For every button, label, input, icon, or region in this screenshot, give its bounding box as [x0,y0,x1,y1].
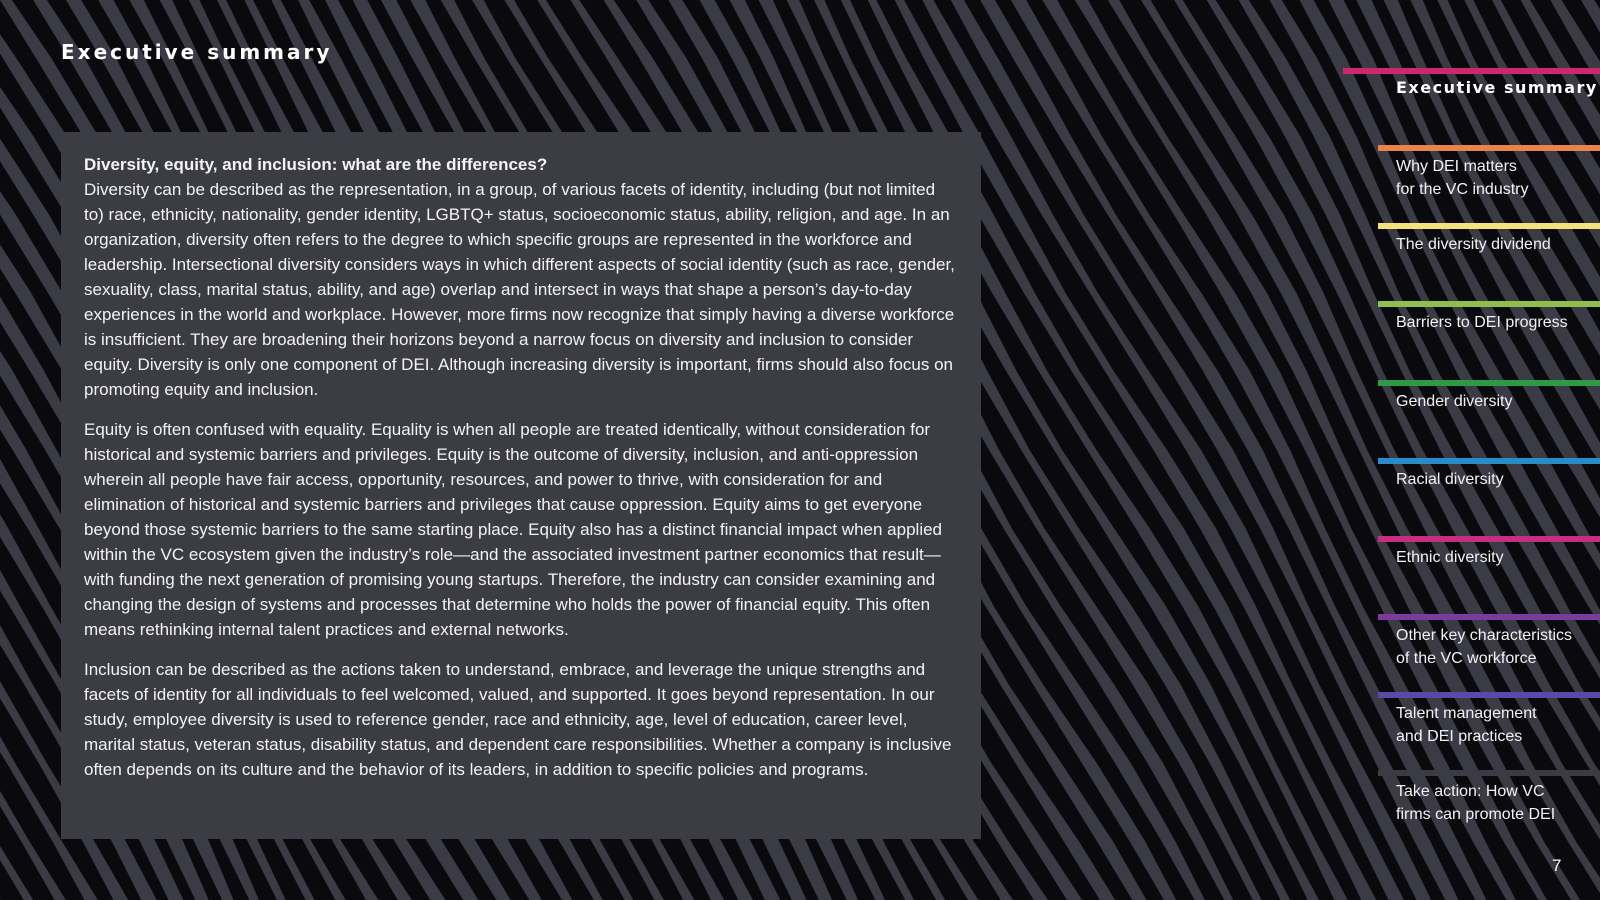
nav-color-bar [1378,458,1600,464]
nav-color-bar [1378,301,1600,307]
nav-color-bar [1378,380,1600,386]
nav-item-other-characteristics[interactable] [1378,614,1600,684]
nav-color-bar [1378,614,1600,620]
nav-color-bar [1343,68,1600,74]
panel-heading: Diversity, equity, and inclusion: what are the differences? [84,155,548,174]
nav-item-label: Why DEI matters for the VC industry [1396,158,1529,198]
nav-item-label: Talent management and DEI practices [1396,705,1537,745]
inclusion-paragraph: Inclusion can be described as the actions taken to understand, embrace, and leverage the unique strengths and facets of identity for all individuals to feel welcomed, valued, and supported. It goes beyond representation. In our study, employee diversity is used to reference gender, race and ethnicity, age, level of education, career level, marital status, veteran status, disability status, and dependent care responsibilities. Whether a company is inclusive often depends on its culture and the behavior of its leaders, in addition to specific policies and programs. [84,660,952,779]
nav-color-bar [1378,223,1600,229]
nav-item-label: Barriers to DEI progress [1396,314,1568,331]
equity-paragraph: Equity is often confused with equality. Equality is when all people are treated identically, without consideration for historical and systemic barriers and privileges. Equity is the outcome of diversity, inclusion, and anti-oppression wherein all people have fair access, opportunity, resources, and power to thrive, with consideration for and elimination of historical and systemic barriers and privileges that cause oppression. Equity aims to get everyone beyond those systemic barriers to the same starting place. Equity also has a distinct financial impact when applied within the VC ecosystem given the industry’s role—and the associated investment partner economics that result—with funding the next generation of promising young startups. Therefore, the industry can consider examining and changing the design of systems and processes that determine who holds the power of financial equity. This often means rethinking internal talent practices and external networks. [84,420,943,639]
page-number: 7 [1552,856,1562,875]
nav-item-take-action[interactable] [1378,770,1600,840]
nav-item-diversity-dividend[interactable] [1378,223,1600,293]
nav-item-why-dei-matters[interactable] [1378,145,1600,215]
nav-item-racial-diversity[interactable] [1378,458,1600,528]
nav-color-bar [1378,536,1600,542]
diversity-text: Diversity can be described as the representation, in a group, of various facets of identity, including (but not limited to) race, ethnicity, nationality, gender identity, LGBTQ+ status, socioeconomic status, ability, religion, and age. In an organization, diversity often refers to the degree to which specific groups are represented in the workforce and leadership. Intersectional diversity considers ways in which different aspects of social identity (such as race, gender, sexuality, class, marital status, ability, and age) overlap and intersect in ways that shape a person’s day-to-day experiences in the world and workplace. However, more firms now recognize that simply having a diverse workforce is insufficient. They are broadening their horizons beyond a narrow focus on diversity and inclusion to consider equity. Diversity is only one component of DEI. Although increasing diversity is important, firms should also focus on promoting equity and inclusion. [84,180,955,399]
nav-item-label: Racial diversity [1396,471,1504,488]
nav-color-bar [1378,770,1600,776]
nav-item-ethnic-diversity[interactable] [1378,536,1600,606]
nav-item-label: The diversity dividend [1396,236,1551,253]
nav-item-barriers[interactable] [1378,301,1600,371]
nav-item-label: Take action: How VC firms can promote DEI [1396,783,1556,823]
nav-color-bar [1378,145,1600,151]
definitions-panel [61,132,981,839]
page-title: Executive summary [61,40,333,64]
nav-color-bar [1378,692,1600,698]
section-navigation [1343,0,1600,900]
nav-item-label: Other key characteristics of the VC workforce [1396,627,1573,667]
diversity-paragraph [84,152,957,402]
nav-item-talent-management[interactable] [1378,692,1600,762]
nav-item-label: Ethnic diversity [1396,549,1504,566]
nav-item-label: Gender diversity [1396,393,1513,410]
nav-item-executive-summary[interactable] [1343,68,1600,138]
nav-item-label: Executive summary [1396,78,1598,97]
nav-item-gender-diversity[interactable] [1378,380,1600,450]
